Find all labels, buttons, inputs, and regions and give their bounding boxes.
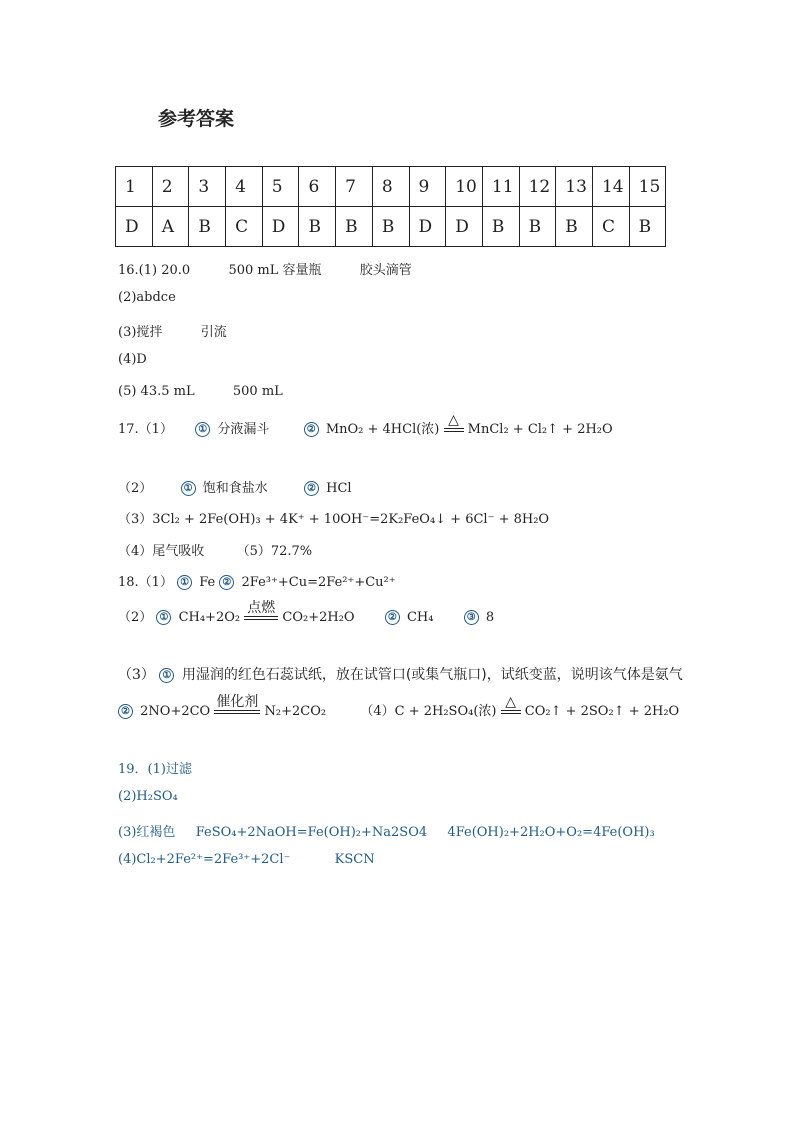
q17-line-4: [118, 540, 312, 559]
answer-cell: C: [592, 207, 629, 247]
circled-number-2-icon: ②: [304, 481, 319, 496]
circled-number-1-icon: ①: [181, 481, 196, 496]
q17-part2-b: HCl: [326, 481, 352, 496]
answer-cell: D: [116, 207, 153, 247]
q18-line-2: [118, 600, 494, 625]
q18-part4-left: （4）C + 2H₂SO₄(浓): [360, 704, 497, 719]
heat-condition-arrow: [501, 694, 521, 719]
heat-triangle-icon: △: [448, 412, 459, 428]
answer-cell: D: [409, 207, 446, 247]
question-number-cell: 5: [262, 167, 299, 207]
q18-part1-a: Fe: [199, 575, 216, 590]
circled-number-1-icon: ①: [156, 610, 171, 625]
q18-part2-label: （2）: [118, 610, 153, 625]
q19-part3-c: 4Fe(OH)₂+2H₂O+O₂=4Fe(OH)₃: [447, 825, 655, 840]
question-number-cell: 9: [409, 167, 446, 207]
q16-part5: (5) 43.5 mL: [118, 384, 195, 399]
question-number-cell: 13: [556, 167, 593, 207]
question-number-cell: 10: [446, 167, 483, 207]
q18-part2-b: CH₄: [406, 610, 434, 625]
q18-line-1: [118, 571, 396, 590]
q18-part3-a: 用湿润的红色石蕊试纸，放在试管口(或集气瓶口)，试纸变蓝，说明该气体是氨气: [181, 667, 683, 683]
question-number-cell: 4: [226, 167, 263, 207]
circled-number-2-icon: ②: [219, 575, 234, 590]
q17-line-2: [118, 477, 352, 496]
question-number-cell: 6: [299, 167, 336, 207]
question-number-cell: 3: [189, 167, 226, 207]
q17-line-1: [118, 412, 613, 437]
q16-line-3: [118, 321, 227, 340]
question-number-cell: 1: [116, 167, 153, 207]
q19-line-3: [118, 821, 655, 840]
heat-condition-arrow: [444, 412, 464, 437]
q18-eq3-left: 2NO+2CO: [140, 704, 211, 719]
question-number-cell: 12: [519, 167, 556, 207]
answer-cell: B: [556, 207, 593, 247]
q17-part4: （4）尾气吸收: [118, 544, 205, 559]
q17-line-3: （3）3Cl₂ + 2Fe(OH)₃ + 4K⁺ + 10OH⁻=2K₂FeO₄↓ + 6Cl⁻ + 8H₂O: [118, 512, 550, 527]
question-number-cell: 8: [372, 167, 409, 207]
answer-cell: D: [262, 207, 299, 247]
question-number-cell: 11: [482, 167, 519, 207]
q16-line-4: (4)D: [118, 352, 147, 367]
q17-part1-a: 分液漏斗: [217, 422, 270, 437]
answer-cell: B: [299, 207, 336, 247]
q18-line-3: [118, 664, 683, 684]
q16-part1-dropper: 胶头滴管: [359, 263, 412, 278]
circled-number-1-icon: ①: [159, 668, 174, 683]
q19-line-4: [118, 852, 375, 867]
q18-eq2-left: CH₄+2O₂: [178, 610, 241, 625]
answer-cell: B: [519, 207, 556, 247]
question-number-cell: 7: [336, 167, 373, 207]
q17-eq-left: MnO₂ + 4HCl(浓): [325, 422, 440, 437]
q17-part5: （5）72.7%: [236, 544, 313, 559]
answer-cell: A: [152, 207, 189, 247]
answer-row: [116, 207, 666, 247]
q19-part4-a: (4)Cl₂+2Fe²⁺=2Fe³⁺+2Cl⁻: [118, 852, 291, 867]
answer-cell: C: [226, 207, 263, 247]
q18-eq3-right: N₂+2CO₂: [264, 704, 327, 719]
circled-number-2-icon: ②: [304, 422, 319, 437]
q17-eq-right: MnCl₂ + Cl₂↑ + 2H₂O: [467, 422, 613, 437]
q18-label: 18.（1）: [118, 575, 173, 590]
q18-part4-right: CO₂↑ + 2SO₂↑ + 2H₂O: [524, 704, 680, 719]
q19-line-1: 19．(1)过滤: [118, 762, 192, 777]
q16-line-2: (2)abdce: [118, 290, 176, 305]
circled-number-2-icon: ②: [118, 704, 133, 719]
q16-part3: (3)搅拌: [118, 325, 163, 340]
q19-part3-a: (3)红褐色: [118, 825, 176, 840]
q16-line-5: [118, 384, 283, 399]
ignite-condition-arrow: [244, 600, 278, 625]
answer-cell: B: [189, 207, 226, 247]
q17-label: 17.（1）: [118, 422, 173, 437]
question-number-cell: 15: [629, 167, 666, 207]
answer-table: [115, 166, 666, 247]
circled-number-3-icon: ③: [464, 610, 479, 625]
q16-part5-b: 500 mL: [232, 384, 283, 399]
q16-part1-flask: 500 mL 容量瓶: [228, 263, 322, 278]
q19-part3-b: FeSO₄+2NaOH=Fe(OH)₂+Na2SO4: [195, 825, 428, 840]
q19-part4-b: KSCN: [334, 852, 375, 867]
answer-cell: B: [336, 207, 373, 247]
circled-number-1-icon: ①: [177, 575, 192, 590]
q18-part2-c: 8: [485, 610, 495, 625]
q17-part2-label: （2）: [118, 481, 153, 496]
heat-triangle-icon: △: [505, 694, 517, 710]
q16-line-1: [118, 259, 412, 278]
q18-part1-b: 2Fe³⁺+Cu=2Fe²⁺+Cu²⁺: [241, 575, 396, 590]
q18-eq2-right: CO₂+2H₂O: [282, 610, 355, 625]
catalyst-condition-arrow: [214, 694, 260, 719]
question-number-row: [116, 167, 666, 207]
question-number-cell: 2: [152, 167, 189, 207]
catalyst-condition-label: 催化剂: [216, 694, 259, 710]
answer-cell: B: [629, 207, 666, 247]
question-number-cell: 14: [592, 167, 629, 207]
q19-line-2: (2)H₂SO₄: [118, 789, 178, 804]
q18-part3-label: （3）: [118, 667, 155, 683]
q16-part3-b: 引流: [200, 325, 227, 340]
q18-line-4: [118, 694, 679, 719]
circled-number-2-icon: ②: [385, 610, 400, 625]
page-title: 参考答案: [158, 108, 235, 130]
q16-part1: 16.(1) 20.0: [118, 263, 191, 278]
circled-number-1-icon: ①: [195, 422, 210, 437]
answer-cell: D: [446, 207, 483, 247]
answer-cell: B: [372, 207, 409, 247]
answer-cell: B: [482, 207, 519, 247]
ignite-condition-label: 点燃: [247, 600, 276, 616]
q17-part2-a: 饱和食盐水: [202, 481, 268, 496]
